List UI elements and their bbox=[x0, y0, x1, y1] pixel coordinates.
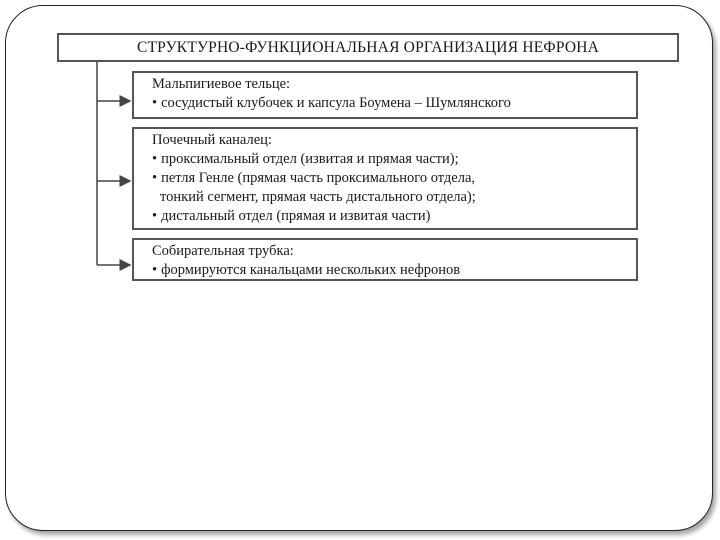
list-item: • формируются канальцами нескольких нефронов bbox=[152, 262, 461, 278]
list-item: • петля Генле (прямая часть проксимального отдела, bbox=[152, 170, 476, 186]
list-item: • проксимальный отдел (извитая и прямая части); bbox=[152, 151, 459, 167]
list-item-continuation: тонкий сегмент, прямая часть дистального отдела); bbox=[160, 189, 476, 205]
bullet-icon: • bbox=[152, 208, 158, 224]
list-item: • дистальный отдел (прямая и извитая части) bbox=[152, 208, 431, 224]
box-malpighian-corpuscle bbox=[132, 71, 638, 119]
diagram-title: СТРУКТУРНО-ФУНКЦИОНАЛЬНАЯ ОРГАНИЗАЦИЯ НЕФРОНА bbox=[57, 33, 679, 62]
box-heading: Собирательная трубка: bbox=[152, 243, 294, 259]
box-heading: Почечный каналец: bbox=[152, 132, 272, 148]
box-renal-tubule bbox=[132, 127, 638, 230]
bullet-icon: • bbox=[152, 151, 158, 167]
list-item: • сосудистый клубочек и капсула Боумена – Шумлянского bbox=[152, 95, 511, 111]
bullet-icon: • bbox=[152, 95, 158, 111]
box-heading: Мальпигиевое тельце: bbox=[152, 76, 291, 92]
bullet-icon: • bbox=[152, 262, 158, 278]
box-collecting-duct bbox=[132, 238, 638, 281]
bullet-icon: • bbox=[152, 170, 158, 186]
